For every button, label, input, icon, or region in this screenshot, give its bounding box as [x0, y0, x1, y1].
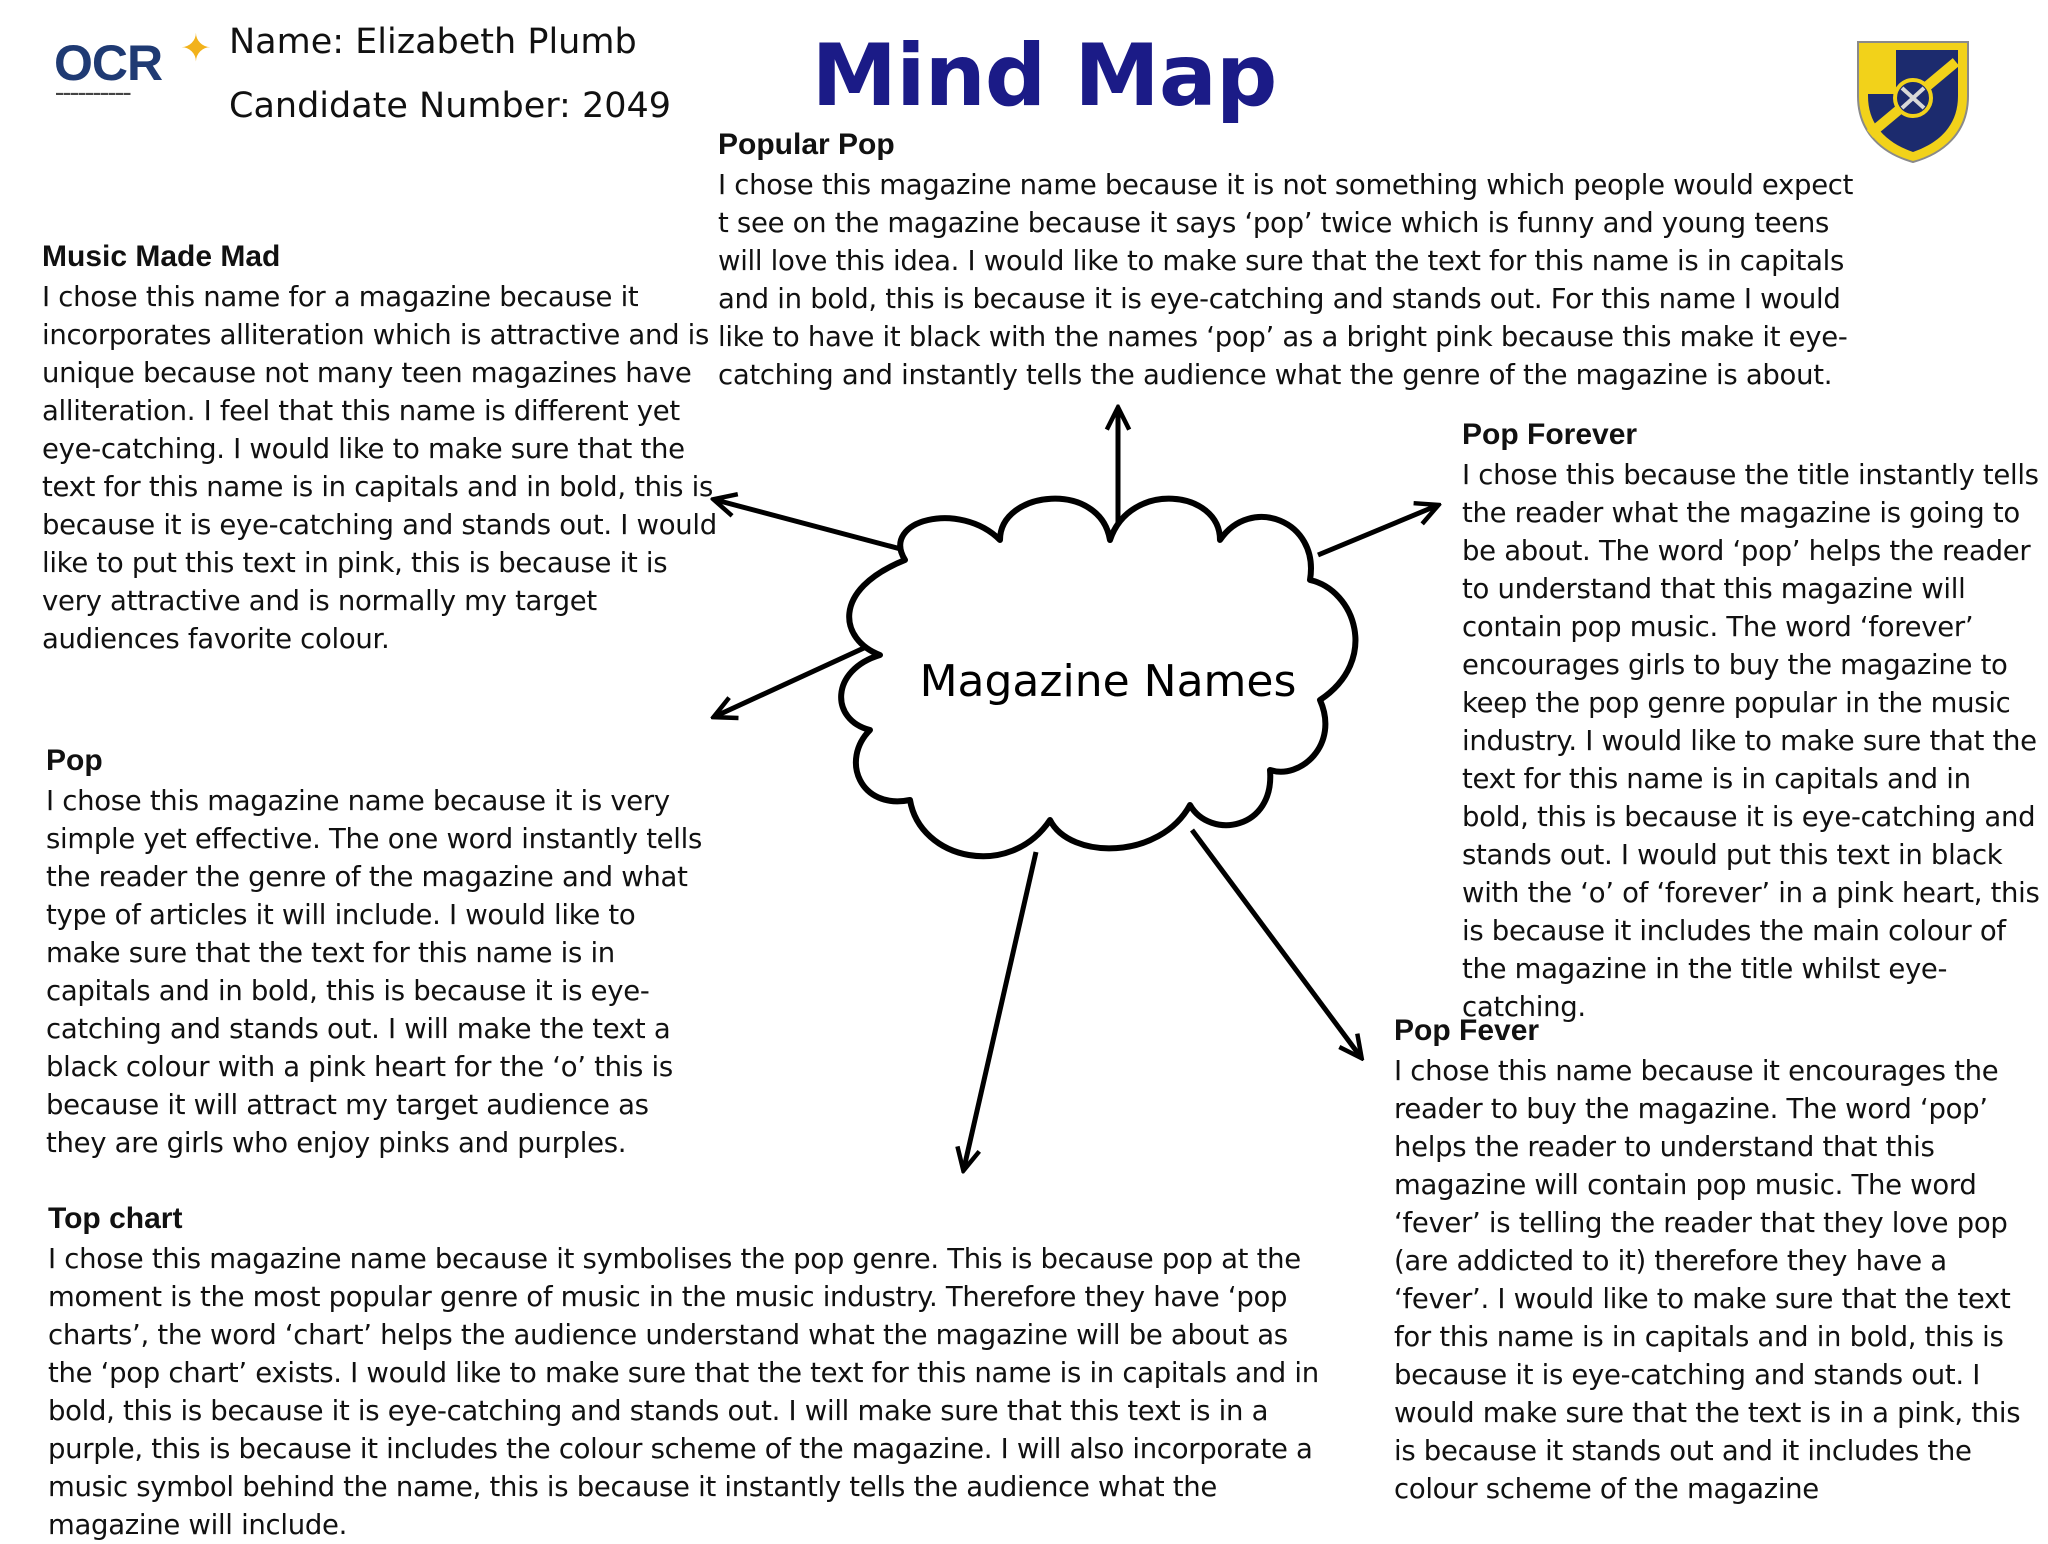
branch-text: I chose this name for a magazine because it incorporates alliteration which is attractive and is unique because not many teen magazines have alliteration. I feel that this name is different yet eye-catching. I would like to make sure that the text for this name is in capitals and in bold, this is because it is eye-catching and stands out. I would like to put this text in pink, this is because it is very attractive and is normally my target audiences favorite colour. [42, 281, 717, 655]
name-line: Name: Elizabeth Plumb [229, 22, 637, 62]
branch-heading: Top chart [48, 1202, 183, 1235]
page-title: Mind Map [811, 26, 1277, 126]
branch-text: I chose this name because it encourages the reader to buy the magazine. The word ‘pop’ helps the reader to understand that this magazine will contain pop music. The word ‘fever’ is telling the reader that they love pop (are addicted to it) therefore they have a ‘fever’. I would like to make sure that the text for this name is in capitals and in bold, this is because it is eye-catching and stands out. I would make sure that the text is in a pink, this is because it stands out and it includes the colour scheme of the magazine [1394, 1055, 2021, 1505]
branch-pop-fever [1394, 1012, 2034, 1508]
arrow-to-top-chart [964, 852, 1036, 1168]
arrow-to-pop-forever [1318, 506, 1436, 555]
branch-pop-forever [1462, 416, 2042, 1026]
branch-text: I chose this magazine name because it is very simple yet effective. The one word instantly tells the reader the genre of the magazine and what type of articles it will include. I would like to make sure that the text for this name is in capitals and in bold, this is because it is eye-catching and stands out. I will make the text a black colour with a pink heart for the ‘o’ this is because it will attract my target audience as they are girls who enjoy pinks and purples. [46, 785, 702, 1159]
branch-text: I chose this because the title instantly tells the reader what the magazine is going to be about. The word ‘pop’ helps the reader to understand that this magazine will contain pop music. The word ‘forever’ encourages girls to buy the magazine to keep the pop genre popular in the music industry. I would like to make sure that the text for this name is in capitals and in bold, this is because it is eye-catching and stands out. I would put this text in black with the ‘o’ of ‘forever’ in a pink heart, this is because it includes the main colour of the magazine in the title whilst eye-catching. [1462, 459, 2040, 1023]
candidate-number-line: Candidate Number: 2049 [229, 86, 672, 126]
arrow-to-pop-fever [1192, 830, 1360, 1056]
branch-top-chart [48, 1200, 1338, 1544]
branch-heading: Music Made Mad [42, 240, 281, 273]
arrow-to-music-made-mad [716, 500, 912, 552]
central-cloud-label: Magazine Names [919, 656, 1297, 707]
branch-heading: Pop [46, 744, 103, 777]
star-icon: ✦ [180, 28, 212, 70]
branch-text: I chose this magazine name because it symbolises the pop genre. This is because pop at the moment is the most popular genre of music in the music industry. Therefore they have ‘pop charts’, the word ‘chart’ helps the audience understand what the magazine will be about as the ‘pop chart’ exists. I would like to make sure that the text for this name is in capitals and in bold, this is because it is eye-catching and stands out. I will make sure that this text is in a purple, this is because it includes the colour scheme of the magazine. I will also incorporate a music symbol behind the name, this is because it instantly tells the audience what the magazine will include. [48, 1243, 1319, 1541]
branch-heading: Popular Pop [718, 128, 895, 161]
branch-pop [46, 742, 706, 1162]
branch-heading: Pop Forever [1462, 418, 1638, 451]
branch-heading: Pop Fever [1394, 1014, 1540, 1047]
branch-music-made-mad [42, 238, 722, 658]
ocr-logo-text: OCR [54, 35, 163, 91]
branch-text: I chose this magazine name because it is not something which people would expect t see on the magazine because it says ‘pop’ twice which is funny and young teens will love this idea. I would like to make sure that the text for this name is in capitals and in bold, this is because it is eye-catching and stands out. For this name I would like to have it black with the names ‘pop’ as a bright pink because this make it eye-catching and instantly tells the audience what the genre of the magazine is about. [718, 169, 1854, 391]
ocr-tagline: ▬▬▬▬▬▬▬▬▬▬ [56, 90, 131, 97]
branch-popular-pop [718, 126, 1858, 394]
